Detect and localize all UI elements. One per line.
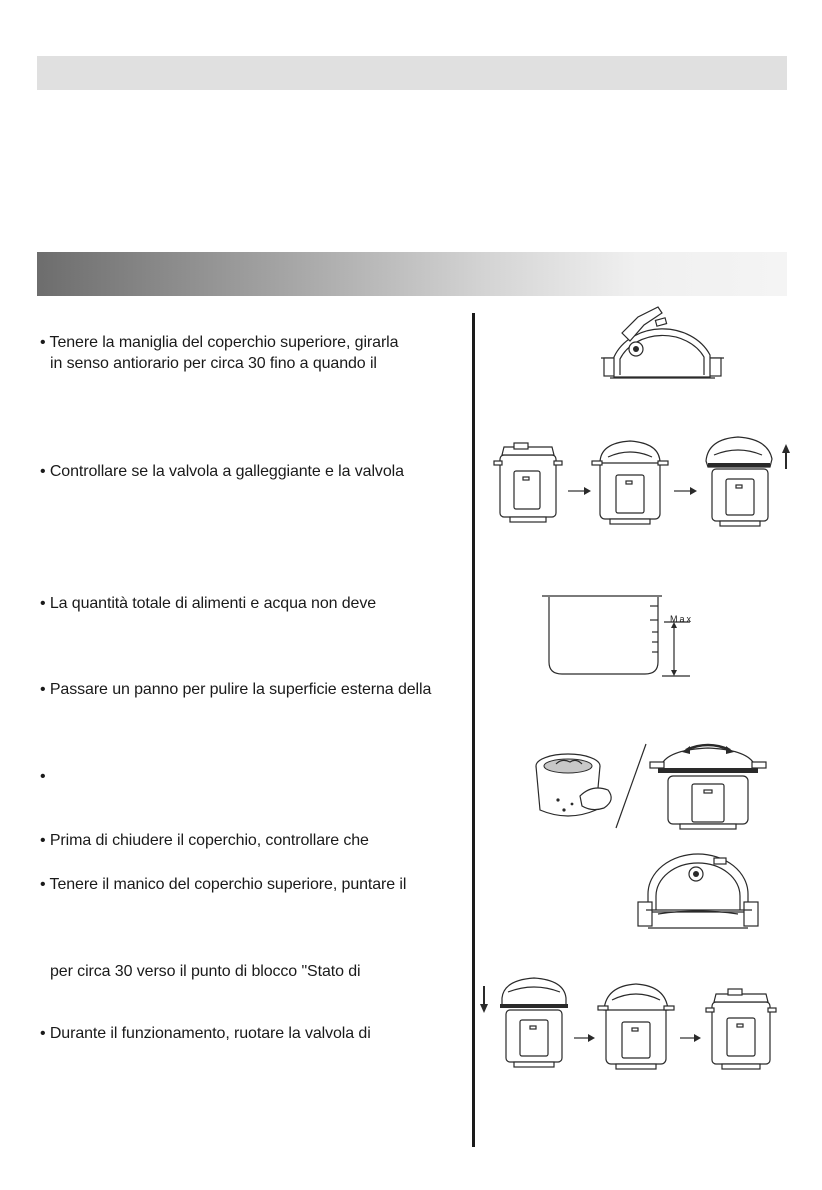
max-level-label: Max [670,614,694,624]
lid-open-illustration [600,305,725,381]
section-header-band [37,252,787,296]
lid-removal-sequence-illustration [492,433,797,528]
cooker-icon [598,984,674,1069]
text-line: • Tenere il manico del coperchio superiore, puntare il [40,876,407,893]
inner-pot-cleaning-icon [536,754,611,816]
cooker-icon [500,978,568,1067]
cooker-icon [706,989,776,1069]
text-line: • Prima di chiudere il coperchio, controllare che [40,832,369,849]
cooker-rotate-lid-icon [650,745,766,829]
text-line: • Tenere la maniglia del coperchio superiore, girarla [40,334,399,351]
header-band [37,56,787,90]
text-line: • Durante il funzionamento, ruotare la valvola di [40,1025,371,1042]
clean-and-rotate-lid-illustration [530,740,780,832]
text-line: • [40,768,46,785]
cooker-icon [592,441,668,524]
lid-locking-sequence-illustration [474,976,794,1074]
text-line: per circa 30 verso il punto di blocco "Stato di [50,963,361,980]
cooker-icon [494,443,562,522]
text-line: • Controllare se la valvola a galleggiante e la valvola [40,463,404,480]
cooker-icon [706,437,772,526]
lid-close-illustration [636,852,761,932]
inner-pot-max-illustration [540,592,700,678]
text-line: in senso antiorario per circa 30 fino a quando il [50,355,377,372]
text-line: • La quantità totale di alimenti e acqua non deve [40,595,377,612]
text-line: • Passare un panno per pulire la superficie esterna della [40,681,432,698]
